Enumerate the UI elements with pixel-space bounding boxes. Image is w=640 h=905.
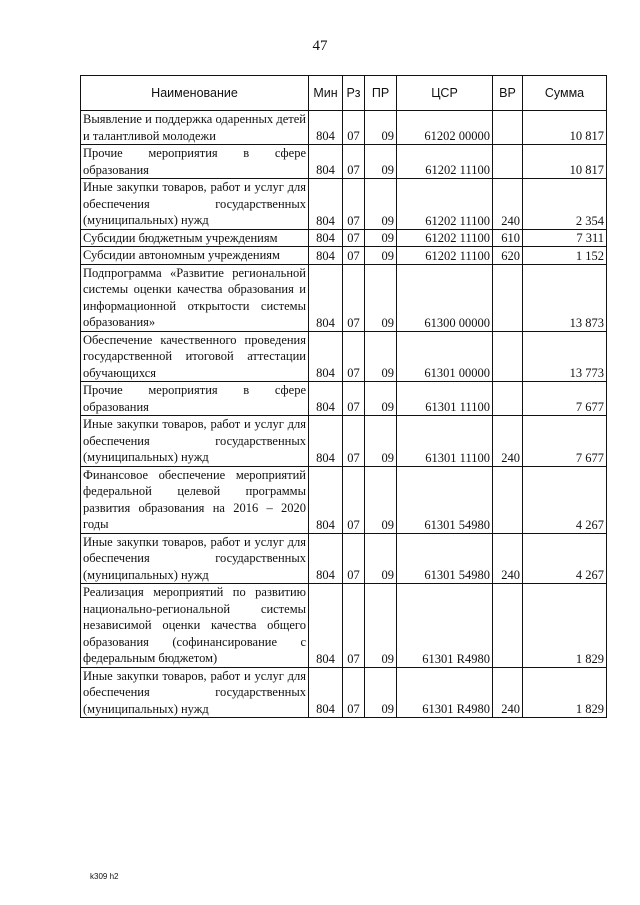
row-rz: 07 [343, 466, 365, 533]
row-csr: 61301 R4980 [397, 667, 493, 718]
budget-table [80, 75, 607, 718]
header-rz: Рз [343, 76, 365, 111]
row-pr: 09 [365, 331, 397, 382]
row-pr: 09 [365, 247, 397, 265]
table-header-row [81, 76, 607, 111]
row-vr: 610 [493, 229, 523, 247]
row-sum: 7 677 [523, 416, 607, 467]
row-vr [493, 145, 523, 179]
row-name: Выявление и поддержка одаренных детей и талантливой молодежи [81, 111, 309, 145]
row-min: 804 [309, 229, 343, 247]
table-row [81, 466, 607, 533]
row-pr: 09 [365, 382, 397, 416]
row-vr: 620 [493, 247, 523, 265]
row-rz: 07 [343, 382, 365, 416]
row-sum: 4 267 [523, 533, 607, 584]
row-csr: 61301 11100 [397, 416, 493, 467]
row-vr [493, 584, 523, 668]
row-sum: 13 773 [523, 331, 607, 382]
row-rz: 07 [343, 145, 365, 179]
table-row [81, 145, 607, 179]
header-vr: ВР [493, 76, 523, 111]
row-rz: 07 [343, 264, 365, 331]
row-pr: 09 [365, 111, 397, 145]
table-row [81, 111, 607, 145]
header-min: Мин [309, 76, 343, 111]
row-min: 804 [309, 331, 343, 382]
row-name: Прочие мероприятия в сфере образования [81, 145, 309, 179]
row-csr: 61301 54980 [397, 533, 493, 584]
row-rz: 07 [343, 533, 365, 584]
row-rz: 07 [343, 584, 365, 668]
row-vr [493, 264, 523, 331]
row-pr: 09 [365, 533, 397, 584]
row-name: Субсидии бюджетным учреждениям [81, 229, 309, 247]
row-vr: 240 [493, 416, 523, 467]
row-csr: 61301 00000 [397, 331, 493, 382]
row-pr: 09 [365, 416, 397, 467]
row-sum: 7 677 [523, 382, 607, 416]
row-csr: 61202 11100 [397, 179, 493, 230]
table-row [81, 533, 607, 584]
row-sum: 10 817 [523, 111, 607, 145]
table-row [81, 264, 607, 331]
row-pr: 09 [365, 667, 397, 718]
table-row [81, 229, 607, 247]
row-pr: 09 [365, 466, 397, 533]
row-name: Субсидии автономным учреждениям [81, 247, 309, 265]
row-name: Иные закупки товаров, работ и услуг для обеспечения государственных (муниципальных) нужд [81, 179, 309, 230]
row-csr: 61202 11100 [397, 247, 493, 265]
header-csr: ЦСР [397, 76, 493, 111]
row-vr [493, 331, 523, 382]
row-csr: 61202 00000 [397, 111, 493, 145]
row-sum: 10 817 [523, 145, 607, 179]
row-sum: 13 873 [523, 264, 607, 331]
row-rz: 07 [343, 247, 365, 265]
row-min: 804 [309, 145, 343, 179]
row-sum: 1 829 [523, 584, 607, 668]
row-pr: 09 [365, 179, 397, 230]
row-sum: 4 267 [523, 466, 607, 533]
row-min: 804 [309, 111, 343, 145]
row-vr: 240 [493, 533, 523, 584]
row-rz: 07 [343, 667, 365, 718]
row-name: Реализация мероприятий по развитию национально-региональной системы независимой оценки качества общего образования (софинансирование с федеральным бюджетом) [81, 584, 309, 668]
row-vr [493, 382, 523, 416]
row-vr [493, 466, 523, 533]
row-vr [493, 111, 523, 145]
row-pr: 09 [365, 584, 397, 668]
row-csr: 61202 11100 [397, 229, 493, 247]
table-row [81, 584, 607, 668]
table-row [81, 382, 607, 416]
row-name: Иные закупки товаров, работ и услуг для обеспечения государственных (муниципальных) нужд [81, 416, 309, 467]
table-row [81, 416, 607, 467]
row-pr: 09 [365, 145, 397, 179]
row-rz: 07 [343, 179, 365, 230]
row-min: 804 [309, 247, 343, 265]
header-pr: ПР [365, 76, 397, 111]
row-rz: 07 [343, 416, 365, 467]
row-rz: 07 [343, 331, 365, 382]
row-min: 804 [309, 466, 343, 533]
row-name: Финансовое обеспечение мероприятий федеральной целевой программы развития образования на 2016 – 2020 годы [81, 466, 309, 533]
row-csr: 61300 00000 [397, 264, 493, 331]
row-csr: 61301 54980 [397, 466, 493, 533]
row-name: Подпрограмма «Развитие региональной системы оценки качества образования и информационной открытости системы образования» [81, 264, 309, 331]
table-row [81, 667, 607, 718]
row-sum: 7 311 [523, 229, 607, 247]
row-csr: 61301 11100 [397, 382, 493, 416]
row-min: 804 [309, 533, 343, 584]
header-sum: Сумма [523, 76, 607, 111]
row-min: 804 [309, 382, 343, 416]
row-min: 804 [309, 667, 343, 718]
row-vr: 240 [493, 667, 523, 718]
row-name: Иные закупки товаров, работ и услуг для обеспечения государственных (муниципальных) нужд [81, 667, 309, 718]
page-number: 47 [312, 38, 328, 54]
row-rz: 07 [343, 111, 365, 145]
row-sum: 1 829 [523, 667, 607, 718]
row-csr: 61202 11100 [397, 145, 493, 179]
table-row [81, 331, 607, 382]
row-pr: 09 [365, 229, 397, 247]
row-pr: 09 [365, 264, 397, 331]
row-min: 804 [309, 584, 343, 668]
row-sum: 2 354 [523, 179, 607, 230]
row-name: Иные закупки товаров, работ и услуг для обеспечения государственных (муниципальных) нужд [81, 533, 309, 584]
row-min: 804 [309, 416, 343, 467]
row-name: Обеспечение качественного проведения государственной итоговой аттестации обучающихся [81, 331, 309, 382]
row-min: 804 [309, 264, 343, 331]
row-min: 804 [309, 179, 343, 230]
row-sum: 1 152 [523, 247, 607, 265]
row-rz: 07 [343, 229, 365, 247]
row-vr: 240 [493, 179, 523, 230]
footer-code: k309 h2 [90, 872, 119, 881]
header-name: Наименование [81, 76, 309, 111]
row-csr: 61301 R4980 [397, 584, 493, 668]
row-name: Прочие мероприятия в сфере образования [81, 382, 309, 416]
table-row [81, 179, 607, 230]
table-row [81, 247, 607, 265]
